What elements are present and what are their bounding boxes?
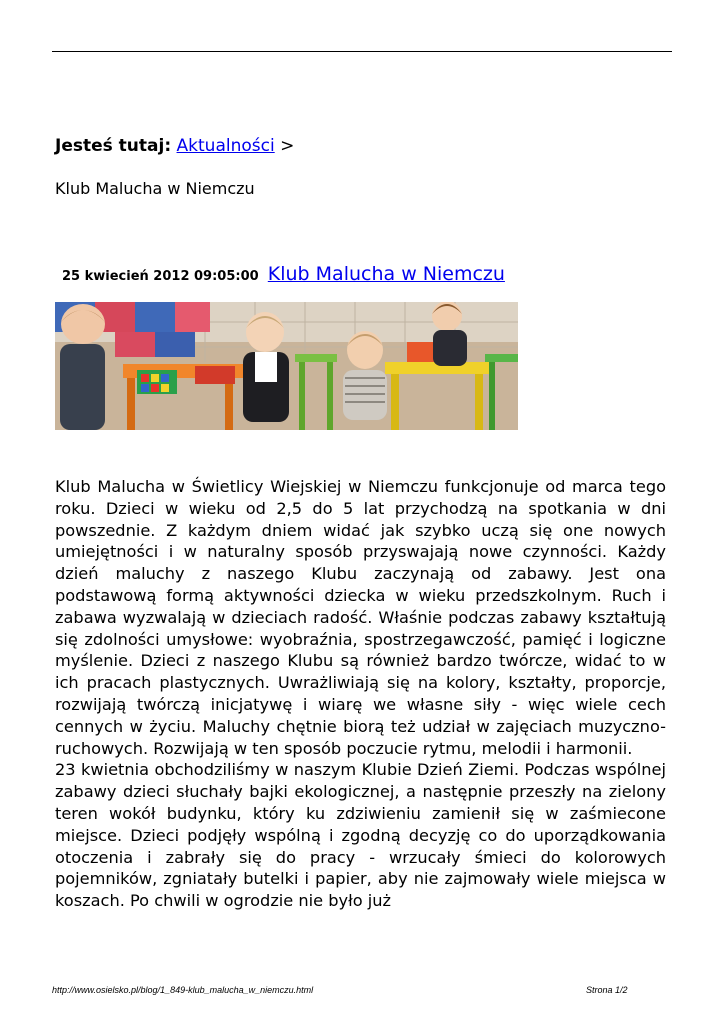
footer-url: http://www.osielsko.pl/blog/1_849-klub_malucha_w_niemczu.html — [52, 985, 314, 995]
post-date: 25 kwiecień 2012 09:05:00 — [62, 269, 259, 284]
post-title-link[interactable]: Klub Malucha w Niemczu — [267, 263, 505, 285]
article-body — [55, 476, 666, 912]
page-title: Klub Malucha w Niemczu — [55, 179, 255, 198]
breadcrumb-label: Jesteś tutaj: — [55, 136, 172, 156]
article-paragraph: 23 kwietnia obchodziliśmy w naszym Klubie Dzień Ziemi. Podczas wspólnej zabawy dzieci słuchały bajki ekologicznej, a następnie przeszły na zielony teren wokół budynku, który ku zdziwieniu zamienił się w zaśmiecone miejsce. Dzieci podjęły wspólną i zgodną decyzję co do uporządkowania otoczenia i zabrały się do pracy - wrzucały śmieci do kolorowych pojemników, zgniatały butelki i papier, aby nie zajmowały wiele miejsca w koszach. Po chwili w ogrodzie nie było już — [55, 760, 666, 911]
breadcrumb-separator: > — [280, 136, 295, 156]
breadcrumb — [55, 134, 294, 158]
post-header — [62, 263, 505, 285]
header-rule — [52, 51, 672, 52]
footer-page-number: Strona 1/2 — [586, 985, 628, 995]
breadcrumb-link-news[interactable]: Aktualności — [176, 136, 275, 156]
article-paragraph: Klub Malucha w Świetlicy Wiejskiej w Niemczu funkcjonuje od marca tego roku. Dzieci w wieku od 2,5 do 5 lat przychodzą na spotkania w dni powszednie. Z każdym dniem widać jak szybko uczą się one nowych umiejętności i w naturalny sposób przyswajają nowe czynności. Każdy dzień maluchy z naszego Klubu zaczynają od zabawy. Jest ona podstawową formą aktywności dziecka w wieku przedszkolnym. Ruch i zabawa wyzwalają w dzieciach radość. Właśnie podczas zabawy kształtują się zdolności umysłowe: wyobraźnia, spostrzegawczość, pamięć i logiczne myślenie. Dzieci z naszego Klubu są również bardzo twórcze, widać to w ich pracach plastycznych. Uwrażliwiają się na kolory, kształty, proporcje, rozwijają twórczą inicjatywę i wiarę we własne siły - więc wiele cech cennych w życiu. Maluchy chętnie biorą też udział w zajęciach muzyczno-ruchowych. Rozwijają w ten sposób poczucie rytmu, melodii i harmonii. — [55, 477, 666, 758]
post-photo — [55, 302, 518, 430]
